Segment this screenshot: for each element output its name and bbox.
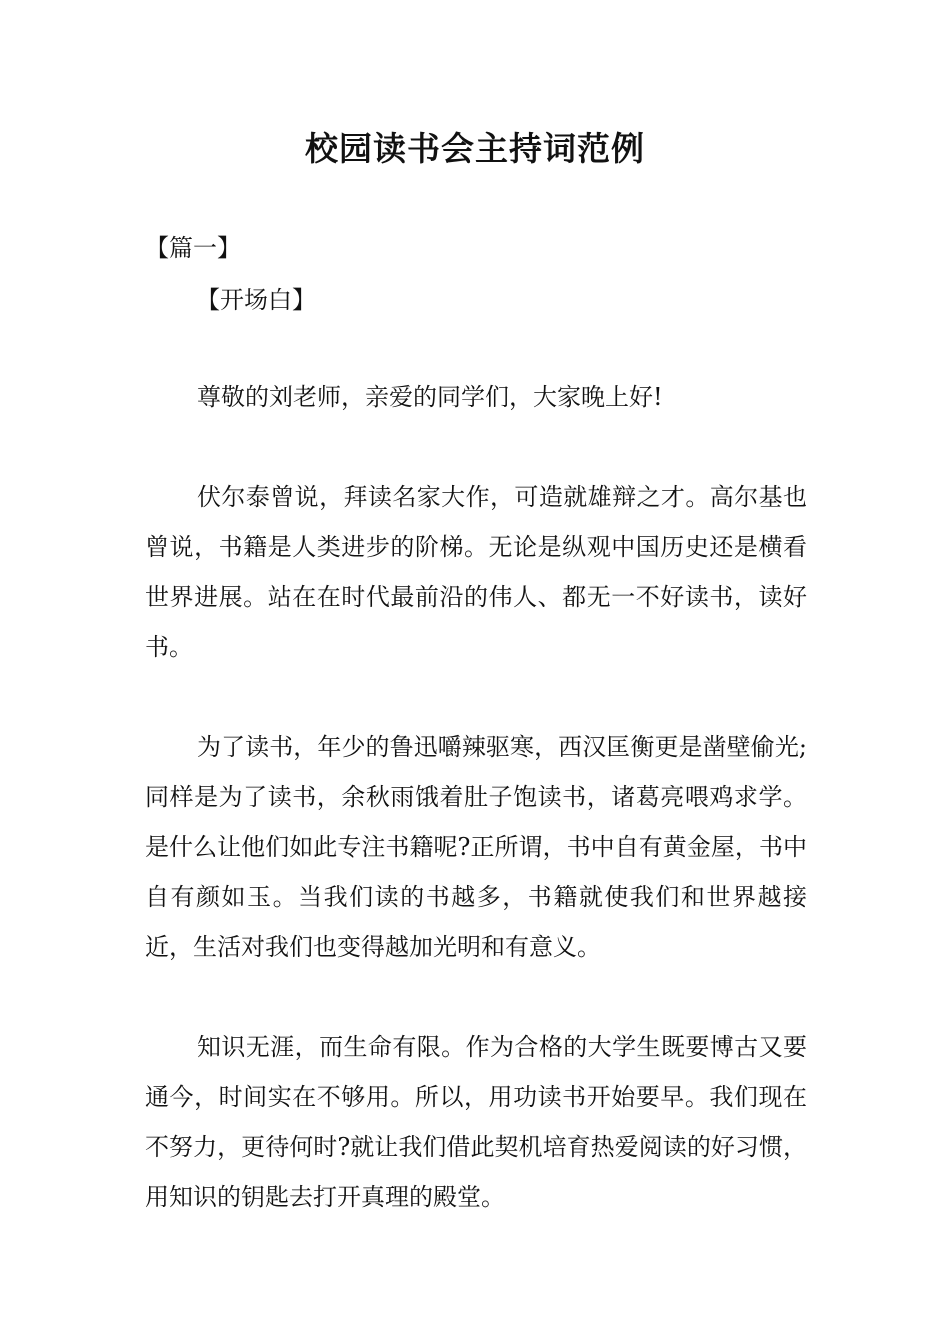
paragraph-greeting: 尊敬的刘老师，亲爱的同学们，大家晚上好!	[197, 383, 663, 411]
sub-section-label: 【开场白】	[196, 286, 316, 314]
paragraph-examples: 为了读书，年少的鲁迅嚼辣驱寒，西汉匡衡更是凿壁偷光;同样是为了读书，余秋雨饿着肚子饱读书，诸葛亮喂鸡求学。是什么让他们如此专注书籍呢?正所谓，书中自有黄金屋，书中自有颜如玉。当我们读的书越多，书籍就使我们和世界越接近，生活对我们也变得越加光明和有意义。	[145, 733, 807, 961]
paragraph-quotes: 伏尔泰曾说，拜读名家大作，可造就雄辩之才。高尔基也曾说，书籍是人类进步的阶梯。无论是纵观中国历史还是横看世界进展。站在在时代最前沿的伟人、都无一不好读书，读好书。	[145, 483, 807, 661]
paragraph-conclusion: 知识无涯，而生命有限。作为合格的大学生既要博古又要通今，时间实在不够用。所以，用功读书开始要早。我们现在不努力，更待何时?就让我们借此契机培育热爱阅读的好习惯，用知识的钥匙去打开真理的殿堂。	[145, 1033, 807, 1211]
document-title: 校园读书会主持词范例	[305, 129, 645, 168]
section-label: 【篇一】	[145, 234, 241, 262]
